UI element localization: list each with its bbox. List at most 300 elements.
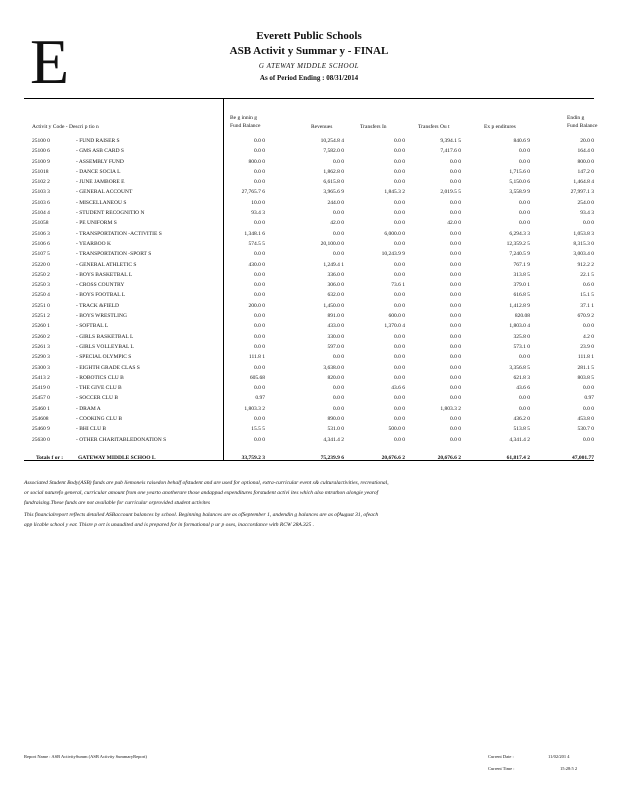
cell-desc: - GIRLS VOLLEYBAL L <box>76 343 134 350</box>
cell-tout: 0.0 0 <box>450 158 461 165</box>
cell-rev: 4,341.4 2 <box>323 436 344 443</box>
cell-tout: 0.0 0 <box>450 313 461 320</box>
cell-code: 25630 0 <box>32 436 50 443</box>
totals-beginning: 33,759.2 3 <box>241 455 265 461</box>
cell-end: 0.0 0 <box>583 220 594 227</box>
table-row <box>0 301 618 311</box>
cell-exp: 513.8 5 <box>513 426 530 433</box>
cell-rev: 0.0 0 <box>333 158 344 165</box>
cell-tin: 0.0 0 <box>394 148 405 155</box>
cell-beg: 0.0 0 <box>254 333 265 340</box>
report-title: ASB Activit y Summar y - FINAL <box>229 45 389 57</box>
table-row <box>0 208 618 218</box>
cell-beg: 430.0 0 <box>248 261 265 268</box>
table-row <box>0 290 618 300</box>
cell-desc: - GIRLS BASKETBAL L <box>76 333 134 340</box>
cell-code: 25260 1 <box>32 323 50 330</box>
cell-exp: 840.6 9 <box>513 138 530 144</box>
cell-desc: - FUND RAISER S <box>76 138 120 144</box>
cell-desc: - COOKING CLU B <box>76 416 122 423</box>
cell-rev: 0.0 0 <box>333 251 344 258</box>
cell-rev: 531.0 0 <box>327 426 344 433</box>
cell-desc: - PE UNIFORM S <box>76 220 117 227</box>
cell-tout: 0.0 0 <box>450 240 461 247</box>
cell-code: 254608 <box>32 416 49 423</box>
cell-beg: 0.97 <box>255 395 265 402</box>
cell-rev: 1,450.0 0 <box>323 302 344 309</box>
cell-rev: 597.0 0 <box>327 343 344 350</box>
cell-desc: - TRACK &FIELD <box>76 302 119 309</box>
cell-end: 111.8 1 <box>577 354 594 361</box>
cell-exp: 7,240.5 9 <box>509 251 530 258</box>
cell-desc: - TRANSPORTATION -SPORT S <box>76 251 152 258</box>
district-name: Everett Public Schools <box>256 30 362 42</box>
cell-code: 25290 3 <box>32 354 50 361</box>
cell-end: 1,464.8 4 <box>573 179 594 186</box>
cell-rev: 336.0 0 <box>327 271 344 278</box>
cell-tout: 0.0 0 <box>450 395 461 402</box>
cell-tin: 0.0 0 <box>394 292 405 299</box>
cell-desc: - YEARBOO K <box>76 240 111 247</box>
cell-beg: 1,348.1 6 <box>244 230 265 237</box>
cell-tin: 43.6 6 <box>391 385 405 392</box>
cell-rev: 0.0 0 <box>333 385 344 392</box>
cell-code: 25100 6 <box>32 148 50 155</box>
cell-tout: 0.0 0 <box>450 251 461 258</box>
cell-code: 251018 <box>32 168 49 175</box>
cell-tout: 0.0 0 <box>450 302 461 309</box>
cell-tout: 0.0 0 <box>450 426 461 433</box>
cell-tout: 0.0 0 <box>450 416 461 423</box>
cell-end: 0.0 0 <box>583 436 594 443</box>
cell-code: 25106 3 <box>32 230 50 237</box>
cell-tin: 1,845.3 2 <box>384 189 405 196</box>
cell-desc: - SOCCER CLU B <box>76 395 119 402</box>
current-time-label: Current Time : <box>488 766 515 771</box>
cell-beg: 800.0 0 <box>248 158 265 165</box>
totals-row <box>0 453 618 463</box>
cell-beg: 0.0 0 <box>254 251 265 258</box>
cell-desc: - SPECIAL OLYMPIC S <box>76 354 132 361</box>
cell-rev: 1,862.8 0 <box>323 168 344 175</box>
cell-exp: 436.2 0 <box>513 416 530 423</box>
cell-tout: 0.0 0 <box>450 282 461 289</box>
cell-rev: 0.0 0 <box>333 354 344 361</box>
column-header-transfers-out: Transfers Ou t <box>418 124 450 130</box>
table-row <box>0 404 618 414</box>
cell-rev: 42.0 0 <box>330 220 344 227</box>
asb-description-paragraph: Associated Student Body(ASB) funds are pub liemoneis raisedon behalf ofstudent and are used for optional, extra-curricular event s& culturalactivities, recreational, or social naturefo general, curricular amount from one yearto anotherare those andappud expenditures forstudent activi ites which also mtrathon alongie yearof fundraising.These funds are not available for curricular orprovided student activites <box>24 480 389 506</box>
cell-desc: - MISCELLANEOU S <box>76 199 127 206</box>
cell-code: 25460 9 <box>32 426 50 433</box>
table-row <box>0 383 618 393</box>
cell-beg: 1,803.3 2 <box>244 405 265 412</box>
table-row <box>0 321 618 331</box>
table-row <box>0 249 618 259</box>
cell-desc: - ASSEMBLY FUND <box>76 158 124 165</box>
totals-school: GATEWAY MIDDLE SCHOO L <box>78 455 156 461</box>
cell-tin: 0.0 0 <box>394 271 405 278</box>
cell-rev: 3,638.0 0 <box>323 364 344 371</box>
cell-end: 254.0 0 <box>577 199 594 206</box>
cell-end: 27,997.1 3 <box>570 189 594 196</box>
table-row <box>0 229 618 239</box>
cell-code: 25251 0 <box>32 302 50 309</box>
cell-exp: 1,412.8 9 <box>509 302 530 309</box>
cell-code: 25107 5 <box>32 251 50 258</box>
cell-beg: 0.0 0 <box>254 343 265 350</box>
cell-exp: 325.8 0 <box>513 333 530 340</box>
cell-tout: 0.0 0 <box>450 436 461 443</box>
cell-rev: 244.0 0 <box>327 199 344 206</box>
cell-code: 25251 2 <box>32 313 50 320</box>
cell-tin: 0.0 0 <box>394 416 405 423</box>
table-row <box>0 373 618 383</box>
cell-exp: 616.8 5 <box>513 292 530 299</box>
cell-desc: - TRANSPORTATION -ACTIVITIE S <box>76 230 162 237</box>
cell-code: 25220 0 <box>32 261 50 268</box>
cell-tout: 0.0 0 <box>450 354 461 361</box>
cell-tin: 0.0 0 <box>394 138 405 144</box>
cell-exp: 12,359.2 5 <box>506 240 530 247</box>
table-row <box>0 332 618 342</box>
cell-tin: 10,243.9 9 <box>381 251 405 258</box>
cell-code: 25106 6 <box>32 240 50 247</box>
cell-tout: 0.0 0 <box>450 168 461 175</box>
cell-rev: 7,582.0 0 <box>323 148 344 155</box>
cell-rev: 0.0 0 <box>333 395 344 402</box>
cell-beg: 27,765.7 6 <box>241 189 265 196</box>
cell-rev: 0.0 0 <box>333 405 344 412</box>
totals-transfers-out: 20,676.6 2 <box>437 455 461 461</box>
cell-end: 164.4 0 <box>577 148 594 155</box>
cell-exp: 820.08 <box>514 313 530 320</box>
current-time-value: 15:28:5 2 <box>560 766 578 771</box>
cell-rev: 0.0 0 <box>333 230 344 237</box>
cell-end: 147.2 0 <box>577 168 594 175</box>
cell-exp: 0.0 0 <box>519 158 530 165</box>
cell-rev: 0.0 0 <box>333 210 344 217</box>
cell-tin: 0.0 0 <box>394 364 405 371</box>
cell-tin: 0.0 0 <box>394 210 405 217</box>
column-header-transfers-in: Transfers In <box>360 124 387 130</box>
table-row <box>0 270 618 280</box>
cell-rev: 1,249.4 1 <box>323 261 344 268</box>
cell-exp: 1,715.6 0 <box>509 168 530 175</box>
cell-beg: 15.5 5 <box>251 426 265 433</box>
cell-exp: 6,294.3 3 <box>509 230 530 237</box>
table-row <box>0 136 618 146</box>
cell-tin: 0.0 0 <box>394 240 405 247</box>
table-row <box>0 146 618 156</box>
cell-tin: 0.0 0 <box>394 395 405 402</box>
cell-exp: 0.0 0 <box>519 210 530 217</box>
cell-beg: 0.0 0 <box>254 138 265 144</box>
cell-beg: 0.0 0 <box>254 271 265 278</box>
cell-desc: - BHI CLU B <box>76 426 107 433</box>
cell-exp: 0.0 0 <box>519 405 530 412</box>
report-name: Report Name : ASB ActivitySumm (ASB Activity SummaryReport) <box>24 754 147 759</box>
cell-desc: - ROBOTICS CLU B <box>76 374 124 381</box>
cell-tin: 0.0 0 <box>394 302 405 309</box>
cell-desc: - DRAM A <box>76 405 101 412</box>
cell-rev: 891.0 0 <box>327 313 344 320</box>
column-header-activity: Activit y Code - Descri p tio n <box>32 124 99 130</box>
cell-beg: 0.0 0 <box>254 220 265 227</box>
cell-desc: - JUNE JAMBORE E <box>76 179 125 186</box>
cell-beg: 0.0 0 <box>254 168 265 175</box>
cell-exp: 573.1 0 <box>513 343 530 350</box>
cell-exp: 3,558.9 9 <box>509 189 530 196</box>
table-row <box>0 187 618 197</box>
column-header-expenditures: Ex p enditures <box>484 124 516 130</box>
cell-end: 15.1 5 <box>580 292 594 299</box>
cell-beg: 0.0 0 <box>254 292 265 299</box>
cell-tout: 0.0 0 <box>450 333 461 340</box>
cell-code: 25103 3 <box>32 189 50 196</box>
cell-code: 25300 3 <box>32 364 50 371</box>
current-date-label: Current Date : <box>488 754 514 759</box>
cell-beg: 0.0 0 <box>254 313 265 320</box>
cell-exp: 0.0 0 <box>519 199 530 206</box>
cell-rev: 820.0 0 <box>327 374 344 381</box>
cell-code: 25103 6 <box>32 199 50 206</box>
cell-tin: 0.0 0 <box>394 168 405 175</box>
totals-revenues: 75,239.9 6 <box>320 455 344 461</box>
cell-tin: 0.0 0 <box>394 179 405 186</box>
cell-end: 3,003.4 0 <box>573 251 594 258</box>
cell-tin: 0.0 0 <box>394 261 405 268</box>
cell-tin: 1,370.0 4 <box>384 323 405 330</box>
cell-desc: - OTHER CHARITABLEDONATION S <box>76 436 167 443</box>
cell-end: 1,053.8 3 <box>573 230 594 237</box>
cell-end: 800.0 0 <box>577 158 594 165</box>
table-row <box>0 260 618 270</box>
cell-end: 37.1 1 <box>580 302 594 309</box>
cell-desc: - STUDENT RECOGNITIO N <box>76 210 145 217</box>
cell-code: 25250 4 <box>32 292 50 299</box>
cell-tout: 0.0 0 <box>450 364 461 371</box>
cell-tin: 0.0 0 <box>394 436 405 443</box>
cell-exp: 1,803.0 4 <box>509 323 530 330</box>
table-row <box>0 239 618 249</box>
table-row <box>0 352 618 362</box>
totals-ending: 47,001.77 <box>572 455 594 461</box>
cell-tout: 0.0 0 <box>450 385 461 392</box>
cell-tout: 0.0 0 <box>450 210 461 217</box>
cell-end: 8,315.3 0 <box>573 240 594 247</box>
activity-table-body <box>0 136 618 445</box>
column-header-ending-balance: Endin g Fund Balance <box>567 115 598 129</box>
cell-tin: 6,000.0 0 <box>384 230 405 237</box>
table-row <box>0 311 618 321</box>
current-date-value: 11/02/201 4 <box>548 754 570 759</box>
cell-end: 912.2 2 <box>577 261 594 268</box>
cell-tin: 0.0 0 <box>394 220 405 227</box>
cell-tout: 0.0 0 <box>450 261 461 268</box>
cell-beg: 0.0 0 <box>254 436 265 443</box>
cell-beg: 10.0 0 <box>251 199 265 206</box>
cell-code: 25457 0 <box>32 395 50 402</box>
cell-beg: 0.0 0 <box>254 323 265 330</box>
cell-code: 25100 0 <box>32 138 50 144</box>
cell-code: 25419 0 <box>32 385 50 392</box>
cell-tout: 0.0 0 <box>450 271 461 278</box>
cell-tout: 0.0 0 <box>450 179 461 186</box>
cell-exp: 767.1 9 <box>513 261 530 268</box>
cell-desc: - CROSS COUNTRY <box>76 282 125 289</box>
cell-exp: 0.0 0 <box>519 220 530 227</box>
table-row <box>0 280 618 290</box>
cell-exp: 0.0 0 <box>519 395 530 402</box>
cell-tin: 0.0 0 <box>394 374 405 381</box>
cell-tin: 600.0 0 <box>388 313 405 320</box>
totals-transfers-in: 20,676.6 2 <box>381 455 405 461</box>
period-ending: As of Period Ending : 08/31/2014 <box>259 74 359 82</box>
cell-desc: - GMS ASB CARD S <box>76 148 124 155</box>
table-row <box>0 198 618 208</box>
cell-end: 0.6 0 <box>583 282 594 289</box>
totals-expenditures: 61,817.4 2 <box>506 455 530 461</box>
cell-rev: 433.0 0 <box>327 323 344 330</box>
cell-beg: 93.4 3 <box>251 210 265 217</box>
cell-beg: 605.68 <box>249 374 265 381</box>
table-row <box>0 342 618 352</box>
cell-tin: 0.0 0 <box>394 199 405 206</box>
cell-end: 4.2 0 <box>583 333 594 340</box>
cell-end: 803.8 5 <box>577 374 594 381</box>
cell-beg: 0.0 0 <box>254 416 265 423</box>
cell-beg: 111.8 1 <box>248 354 265 361</box>
cell-rev: 6,615.8 0 <box>323 179 344 186</box>
cell-rev: 330.0 0 <box>327 333 344 340</box>
cell-tin: 73.6 1 <box>391 282 405 289</box>
cell-end: 22.1 5 <box>580 271 594 278</box>
cell-beg: 0.0 0 <box>254 282 265 289</box>
cell-rev: 3,965.6 9 <box>323 189 344 196</box>
cell-desc: - SOFTBAL L <box>76 323 109 330</box>
cell-desc: - BOYS FOOTBAL L <box>76 292 126 299</box>
cell-rev: 306.0 0 <box>327 282 344 289</box>
cell-code: 25250 2 <box>32 271 50 278</box>
cell-tin: 0.0 0 <box>394 405 405 412</box>
cell-end: 0.0 0 <box>583 323 594 330</box>
cell-beg: 0.0 0 <box>254 385 265 392</box>
cell-code: 25261 3 <box>32 343 50 350</box>
cell-desc: - EIGHTH GRADE CLAS S <box>76 364 140 371</box>
cell-desc: - GENERAL ATHLETIC S <box>76 261 137 268</box>
cell-code: 25104 4 <box>32 210 50 217</box>
cell-exp: 621.8 3 <box>513 374 530 381</box>
cell-tout: 2,019.5 5 <box>440 189 461 196</box>
cell-code: 25102 2 <box>32 179 50 186</box>
table-row <box>0 218 618 228</box>
cell-exp: 4,341.4 2 <box>509 436 530 443</box>
cell-beg: 574.5 5 <box>248 240 265 247</box>
cell-code: 251058 <box>32 220 49 227</box>
cell-exp: 0.0 0 <box>519 148 530 155</box>
cell-desc: - BOYS WRESTLING <box>76 313 127 320</box>
table-row <box>0 157 618 167</box>
cell-tout: 1,803.3 2 <box>440 405 461 412</box>
cell-code: 25100 9 <box>32 158 50 165</box>
column-header-revenues: Revenues <box>311 124 333 130</box>
cell-end: 530.7 0 <box>577 426 594 433</box>
cell-exp: 43.6 6 <box>516 385 530 392</box>
report-note-paragraph: This financialreport reflects detailed ASBaccount balances by school. Beginning balances are as ofSeptember 1, andendin g balances are as ofAugust 31, ofeach app licable school y ear. Thisre p ort is unaudited and is prepared for in formational p ur p oses, inaccordance with RCW 28A.325 . <box>24 512 379 528</box>
table-top-rule <box>24 98 594 99</box>
cell-desc: - DANCE SOCIA L <box>76 168 121 175</box>
cell-tin: 0.0 0 <box>394 333 405 340</box>
cell-end: 0.97 <box>584 395 594 402</box>
cell-desc: - GENERAL ACCOUNT <box>76 189 133 196</box>
cell-code: 25250 3 <box>32 282 50 289</box>
cell-tout: 7,417.6 0 <box>440 148 461 155</box>
cell-tin: 0.0 0 <box>394 354 405 361</box>
cell-tout: 0.0 0 <box>450 199 461 206</box>
column-header-beginning-balance: Be g innin g Fund Balance <box>230 115 261 129</box>
cell-end: 93.4 3 <box>580 210 594 217</box>
cell-code: 25260 2 <box>32 333 50 340</box>
cell-tin: 500.0 0 <box>388 426 405 433</box>
cell-end: 23.9 0 <box>580 343 594 350</box>
table-row <box>0 167 618 177</box>
cell-tout: 0.0 0 <box>450 292 461 299</box>
table-row <box>0 435 618 445</box>
cell-desc: - THE GIVE CLU B <box>76 385 122 392</box>
cell-beg: 0.0 0 <box>254 364 265 371</box>
cell-tin: 0.0 0 <box>394 343 405 350</box>
cell-exp: 379.0 1 <box>513 282 530 289</box>
cell-code: 25413 2 <box>32 374 50 381</box>
cell-exp: 0.0 0 <box>519 354 530 361</box>
cell-exp: 5,150.0 6 <box>509 179 530 186</box>
cell-tout: 0.0 0 <box>450 374 461 381</box>
cell-end: 0.0 0 <box>583 405 594 412</box>
table-row <box>0 414 618 424</box>
cell-end: 281.1 5 <box>577 364 594 371</box>
cell-beg: 0.0 0 <box>254 148 265 155</box>
school-name: G ATEWAY MIDDLE SCHOOL <box>258 62 360 70</box>
cell-end: 670.9 2 <box>577 313 594 320</box>
cell-exp: 3,356.8 5 <box>509 364 530 371</box>
cell-tout: 42.0 0 <box>447 220 461 227</box>
cell-beg: 200.0 0 <box>248 302 265 309</box>
totals-label: Totals f or : <box>36 455 64 461</box>
cell-end: 453.8 0 <box>577 416 594 423</box>
table-row <box>0 363 618 373</box>
cell-code: 25460 1 <box>32 405 50 412</box>
cell-tout: 0.0 0 <box>450 323 461 330</box>
cell-tout: 0.0 0 <box>450 230 461 237</box>
cell-beg: 0.0 0 <box>254 179 265 186</box>
cell-tout: 0.0 0 <box>450 343 461 350</box>
table-row <box>0 424 618 434</box>
cell-rev: 20,100.0 0 <box>320 240 344 247</box>
cell-tout: 9,394.1 5 <box>440 138 461 144</box>
cell-exp: 313.8 5 <box>513 271 530 278</box>
cell-rev: 890.0 0 <box>327 416 344 423</box>
table-row <box>0 393 618 403</box>
cell-end: 20.0 0 <box>580 138 594 144</box>
cell-rev: 632.0 0 <box>327 292 344 299</box>
district-logo: E <box>30 26 70 97</box>
table-row <box>0 177 618 187</box>
cell-desc: - BOYS BASKETBAL L <box>76 271 133 278</box>
cell-rev: 10,254.8 4 <box>320 138 344 144</box>
cell-end: 0.0 0 <box>583 385 594 392</box>
cell-tin: 0.0 0 <box>394 158 405 165</box>
